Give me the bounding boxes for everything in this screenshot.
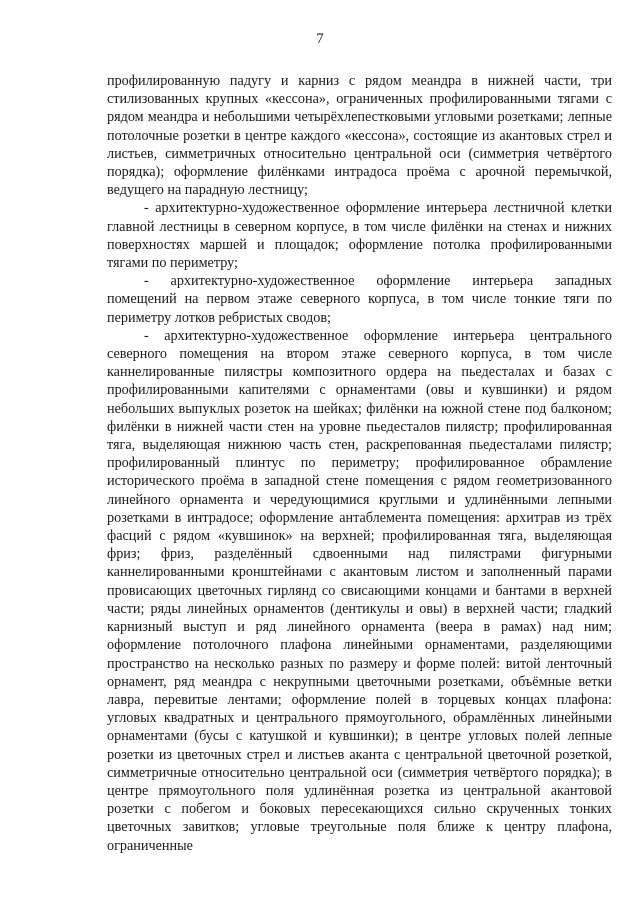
- paragraph-staircase: - архитектурно-художественное оформление интерьера лестничной клетки главной лестницы в северном корпусе, в том числе филёнки на стенах и нижних поверхностях маршей и площадок; оформление потолка профилированными тягами по периметру;: [107, 200, 612, 272]
- document-body: [107, 72, 612, 855]
- page-number: 7: [316, 31, 324, 47]
- paragraph-continuation: профилированную падугу и карниз с рядом меандра в нижней части, три стилизованных крупных «кессона», ограниченных профилированными тягами с рядом меандра и небольшими четырёхлепестковыми угловыми розетками; лепные потолочные розетки в центре каждого «кессона», состоящие из акантовых стрел и листьев, симметричных относительно центральной оси (симметрия четвёртого порядка); оформление филёнками интрадоса проёма с арочной перемычкой, ведущего на парадную лестницу;: [107, 73, 612, 199]
- paragraph-central-room: - архитектурно-художественное оформление интерьера центрального северного помещения на втором этаже северного корпуса, в том числе каннелированные пилястры композитного ордера на пьедесталах и базах с профилированными капителями с орнаментами (овы и кувшинки) и рядом небольших выпуклых розеток на шейках; филёнки на южной стене под балконом; филёнки в нижней части стен на уровне пьедесталов пилястр; профилированная тяга, выделяющая нижнюю часть стен, раскрепованная пьедесталами пилястр; профилированный плинтус по периметру; профилированное обрамление исторического проёма в западной стене помещения с рядом геометризованного линейного орнамента и чередующимися круглыми и удлинёнными лепными розетками в интрадосе; оформление антаблемента помещения: архитрав из трёх фасций с рядом «кувшинок» на верхней; профилированная тяга, выделяющая фриз; фриз, разделённый сдвоенными над пилястрами фигурными каннелированными кронштейнами с акантовым листом и заполненный парами провисающих цветочных гирлянд со свисающими концами и бантами в верхней части; ряды линейных орнаментов (дентикулы и овы) в верхней части; гладкий карнизный выступ и ряд линейного орнамента (веера в рамах) над ним; оформление потолочного плафона линейными орнаментами, разделяющими пространство на несколько разных по размеру и форме полей: витой ленточный орнамент, ряд меандра с некрупными цветочными розетками, объёмные ветки лавра, перевитые лентами; оформление полей в торцевых концах плафона: угловых квадратных и центрального прямоугольного, обрамлённых линейными орнаментами (бусы с катушкой и кувшинки); в центре угловых полей лепные розетки из цветочных стрел и листьев аканта с центральной цветочной розеткой, симметричные относительно центральной оси (симметрия четвёртого порядка); в центре прямоугольного поля удлинённая розетка из центральной акантовой розетки с побегом и боковых пересекающихся сильно скрученных тонких цветочных завитков; угловые треугольные поля ближе к центру плафона, ограниченные: [107, 327, 612, 854]
- paragraph-west-rooms: - архитектурно-художественное оформление интерьера западных помещений на первом этаже северного корпуса, в том числе тонкие тяги по периметру лотков ребристых сводов;: [107, 273, 612, 326]
